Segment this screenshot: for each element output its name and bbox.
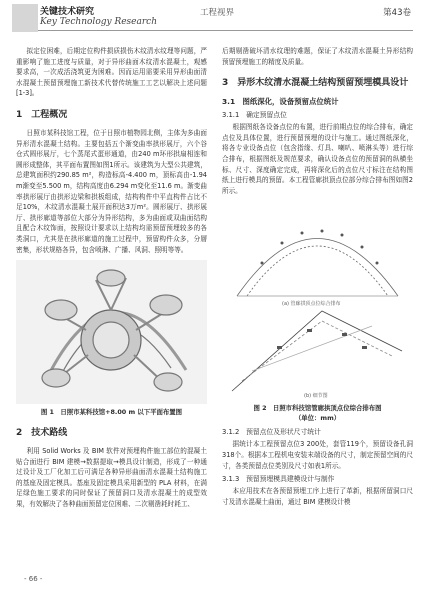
route-paragraph: 利用 Solid Works 及 BIM 软件对预埋构件施工部位的混凝土贴合面进行 BIM 建模→数据提取→模具设计制造，形成了一种通过设计及工厂化加工后可满足各种异形曲面清水混凝土结构施工的基座及固定模具。基座及固定模具采用新型的 PLA 材料，在满足绿色施工要求的同时保证了预留洞口及清水混凝土的成型效果，有效解决了各种曲面预留定位困难、二次剔凿耗时耗工、 bbox=[16, 447, 207, 509]
figure-2b-label: (b) 细节图 bbox=[304, 393, 328, 400]
figure-1-caption: 图 1 日照市某科技馆+8.00 m 以下平面布置图 bbox=[40, 408, 183, 417]
journal-subtitle: Key Technology Research bbox=[40, 17, 157, 27]
figure-2-caption bbox=[222, 404, 413, 423]
continued-paragraph: 后期剔凿破坏清水纹理的难题，保证了木纹清水混凝土异形结构预留预埋施工的精度及质量。 bbox=[222, 47, 413, 66]
paragraph-3-1-3: 本应用技术在各预留预埋工序上进行了革新，根据所留洞口尺寸及清水混凝土曲面，通过 BIM 建模设计模 bbox=[222, 487, 413, 506]
heading-3-1-3: 3.1.3 预留预埋模具建模设计与制作 bbox=[222, 475, 335, 484]
volume-label: 第43卷 bbox=[383, 8, 411, 18]
page-number: - 66 - bbox=[24, 575, 43, 583]
paragraph-3-1-1: 根据图纸各设备点位的布置，进行前期点位的综合排布，确定点位及具体位置，进行预留预埋的设计与施工。通过图纸深化，将各专业设备点位（包含指缘、灯具、喇叭、喷淋头等）进行综合排布，根据图纸及规范要求，确认设备点位的预留洞的纵横坐标、尺寸、深度确定完成，再将深化后的点位尺寸标注在结构图纸上进行模具的预留。本工程管廊拱顶点位部分综合排布图如图2所示。 bbox=[222, 123, 413, 195]
heading-3-1-2: 3.1.2 预留点位及形状尺寸统计 bbox=[222, 428, 321, 437]
figure-2a-label: (a) 管廊拱顶点位综合排布 bbox=[282, 301, 341, 308]
figure-2-caption-unit: （单位：mm） bbox=[294, 413, 341, 422]
left-column bbox=[16, 46, 207, 510]
heading-3-1-1: 3.1.1 确定预留点位 bbox=[222, 111, 287, 120]
figure-1-plan-photo bbox=[16, 260, 207, 404]
journal-logo bbox=[12, 4, 38, 32]
right-column bbox=[222, 46, 413, 507]
paragraph-3-1-2: 据统计本工程预留点位3 200处，套管119个，预留设备孔洞318个。根据本工程机电安装末端设备的尺寸，制定预留空间的尺寸，各类预留点位类别及尺寸如表1所示。 bbox=[222, 440, 413, 470]
figure-2-layout bbox=[222, 201, 413, 401]
overview-paragraph: 日照市某科技馆工程，位于日照市植物园北侧，主体为多曲面异形清水混凝土结构。主要包括五个渐变曲率拱形展厅，六个谷仓式圆形展厅，七个蒸尾式蛋形通道，由240 m环形拱扇相连和圆形成整体，其平面布置图如图1所示。该建筑为大型公共建筑，总建筑面积约290.85 m²，构造标高-4.400 m，顶标高由-1.94 m渐变至5.500 m，结构高度由6.294 m变化至11.6 m。渐变曲率拱形展厅由拱形边梁和拱板组成，结构构件中平直构件占比不足10%，木纹清水混凝土展开面积达3万m²。圆形展厅、拱形展厅、拱形廊道等部位大部分为异形结构，多为曲面或双曲面结构且配合木纹饰面，按照设计要求以上结构均需预留预埋较多的各类洞口，尤其是在拱形廊道的施工过程中，预留构件众多，分層密集，形状规格各异，包含喷淋、广播、风洞、照明等等。 bbox=[16, 128, 207, 254]
journal-title: 关键技术研究 bbox=[40, 7, 95, 17]
heading-overview: 1 工程概况 bbox=[16, 109, 68, 120]
plan-rendering bbox=[16, 260, 207, 404]
intro-paragraph: 拟定位困难，后期定位构件损质损伤木纹清水纹理等问题，严重影响了施工进度与质量，对于异形曲面木纹清水混凝土，观感要求高，一次成活浇筑更为困难。因而运用需要采用异形曲面清水混凝土预留预埋施工新技术代替传统施工工艺以解决上述问题[1-3]。 bbox=[16, 47, 207, 98]
heading-route: 2 技术路线 bbox=[16, 428, 68, 439]
section-name: 工程视界 bbox=[200, 8, 235, 18]
figure-2-caption-title: 图 2 日照市科技馆管廊拱顶点位综合排布图 bbox=[253, 404, 382, 413]
heading-3-1: 3.1 图纸深化，设备预留点位统计 bbox=[222, 97, 339, 107]
header-rule bbox=[38, 30, 413, 31]
heading-section-3: 3 异形木纹清水混凝土结构预留预埋模具设计 bbox=[222, 78, 409, 89]
page-header bbox=[0, 0, 427, 40]
